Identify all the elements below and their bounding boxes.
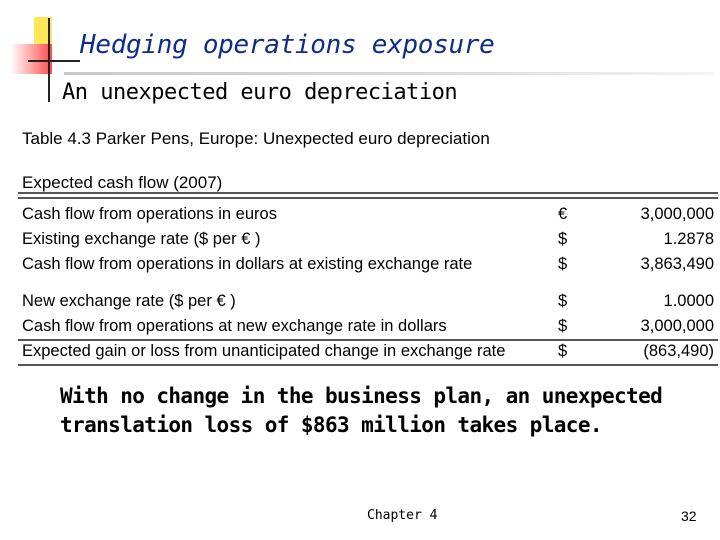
slide-title: Hedging operations exposure — [80, 30, 495, 60]
table-section-label: Expected cash flow (2007) — [22, 173, 223, 192]
row-value: 3,863,490 — [640, 255, 714, 273]
row-currency: $ — [558, 230, 568, 248]
slide-subtitle: An unexpected euro depreciation — [62, 80, 458, 105]
table-rule-total — [18, 339, 718, 341]
table-row — [22, 317, 714, 339]
row-value: (863,490) — [643, 342, 714, 360]
decorative-red-gradient-bar — [10, 44, 52, 74]
table-rule-bottom — [18, 364, 718, 366]
table-row — [22, 255, 714, 277]
row-currency: $ — [558, 317, 568, 335]
row-currency: $ — [558, 342, 568, 360]
row-value: 1.2878 — [663, 230, 714, 248]
table-row-total — [22, 342, 714, 364]
row-value: 3,000,000 — [640, 317, 714, 335]
row-label: Cash flow from operations at new exchange rate in dollars — [22, 317, 447, 335]
slide-footer: Chapter 4 — [367, 508, 438, 523]
table-caption: Table 4.3 Parker Pens, Europe: Unexpected euro depreciation — [22, 129, 490, 148]
table-row — [22, 205, 714, 227]
row-currency: € — [558, 205, 568, 223]
row-label: Expected gain or loss from unanticipated change in exchange rate — [22, 342, 506, 360]
table-rule-section — [18, 197, 718, 199]
table-row — [22, 230, 714, 252]
row-label: Cash flow from operations in euros — [22, 205, 277, 223]
row-value: 3,000,000 — [640, 205, 714, 223]
table-row — [22, 292, 714, 314]
title-underline — [64, 72, 714, 75]
row-currency: $ — [558, 292, 568, 310]
row-label: New exchange rate ($ per € ) — [22, 292, 236, 310]
decorative-horizontal-line — [28, 60, 80, 62]
slide-body-text: With no change in the business plan, an unexpected translation loss of $863 million takes place. — [60, 384, 663, 437]
row-label: Existing exchange rate ($ per € ) — [22, 230, 261, 248]
row-value: 1.0000 — [663, 292, 714, 310]
row-currency: $ — [558, 255, 568, 273]
page-number: 32 — [681, 508, 697, 524]
row-label: Cash flow from operations in dollars at existing exchange rate — [22, 255, 473, 273]
